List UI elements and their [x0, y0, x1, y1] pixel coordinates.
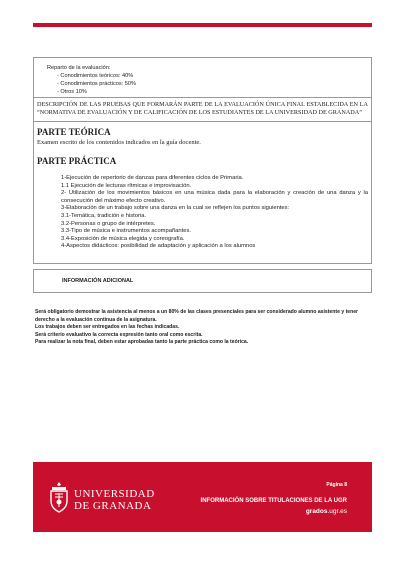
info-line: Será obligatorio demostrar la asistencia al menos a un 80% de las clases presenciales para ser considerado alumno asistente y tener derecho a la evaluación continua de la asignatura.	[35, 309, 359, 323]
reparto-item: - Conodimientos teóricos: 40%	[57, 73, 134, 79]
evaluation-box	[33, 57, 372, 264]
divider	[34, 121, 371, 122]
practica-item: 3-Elaboración de un trabajo sobre una danza en la cual se reflejen los puntos siguientes:	[61, 205, 290, 212]
reparto-item: - Otros 10%	[57, 89, 87, 95]
university-line: UNIVERSIDAD	[74, 488, 155, 500]
practica-item: 3.2-Personas o grupo de intérpretes.	[61, 220, 156, 227]
practica-item: 2- Utilización de los movimientos básicos en una música dada para la elaboración y creación de una danza y la consecución del máximo efecto creativo.	[61, 190, 368, 204]
footer-info-text: INFORMACIÓN SOBRE TITULACIONES DE LA UGR	[200, 498, 347, 504]
practica-item: 3.3-Tipo de música e instrumentos acompañantes.	[61, 228, 191, 235]
reparto-item: - Conodimientos prácticos: 50%	[57, 81, 136, 87]
top-accent-bar	[33, 23, 372, 27]
evaluation-description: DESCRIPCIÓN DE LAS PRUEBAS QUE FORMARÁN PARTE DE LA EVALUACIÓN ÚNICA FINAL ESTABLECIDA EN LA “NORMATIVA DE EVALUACIÓN Y DE CALIFICACIÓN DE LOS ESTUDIANTES DE LA UNIVERSIDAD DE GRANADA”	[37, 101, 368, 116]
practica-item: 4-Aspectos didácticos: posibilidad de adaptación y aplicación a los alumnos	[61, 243, 256, 250]
university-line: DE GRANADA	[74, 500, 152, 512]
url-rest-part: .ugr.es	[327, 508, 347, 515]
university-crest-icon	[47, 481, 71, 513]
practica-heading: PARTE PRÁCTICA	[37, 156, 117, 166]
practica-item: 3.1-Temática, tradición e historia.	[61, 212, 147, 219]
info-line: Los trabajos deben ser entregados en las fechas indicadas.	[35, 324, 180, 330]
practica-item: 3.4-Exposición de música elegida y coreografía.	[61, 235, 185, 242]
university-name	[74, 488, 155, 512]
url-bold-part: grados	[305, 508, 328, 515]
reparto-title: Reparto de la evaluación:	[47, 65, 111, 71]
info-line: Para realizar la nota final, deben estar aprobadas tanto la parte práctica como la teórica.	[35, 339, 249, 345]
reparto-section	[47, 64, 136, 96]
info-adicional-box	[33, 269, 372, 293]
teorica-heading: PARTE TEÓRICA	[37, 127, 111, 137]
footer-bar	[33, 462, 372, 532]
page-number: Página 8	[326, 482, 347, 488]
practica-list	[61, 175, 368, 251]
info-adicional-heading: INFORMACIÓN ADICIONAL	[62, 278, 134, 284]
teorica-text: Examen escrito de los contenidos indicados en la guía docente.	[37, 139, 201, 146]
practica-item: 1.1 Ejecución de lecturas rítmicas e improvisación.	[61, 182, 192, 189]
practica-item: 1-Ejecución de repertorio de danzas para diferentes ciclos de Primaria.	[61, 175, 244, 181]
info-adicional-text	[35, 309, 368, 347]
info-line: Será criterio evaluativo la correcta expresión tanto oral como escrita.	[35, 331, 203, 338]
footer-url[interactable]	[306, 508, 347, 515]
divider	[34, 97, 371, 98]
